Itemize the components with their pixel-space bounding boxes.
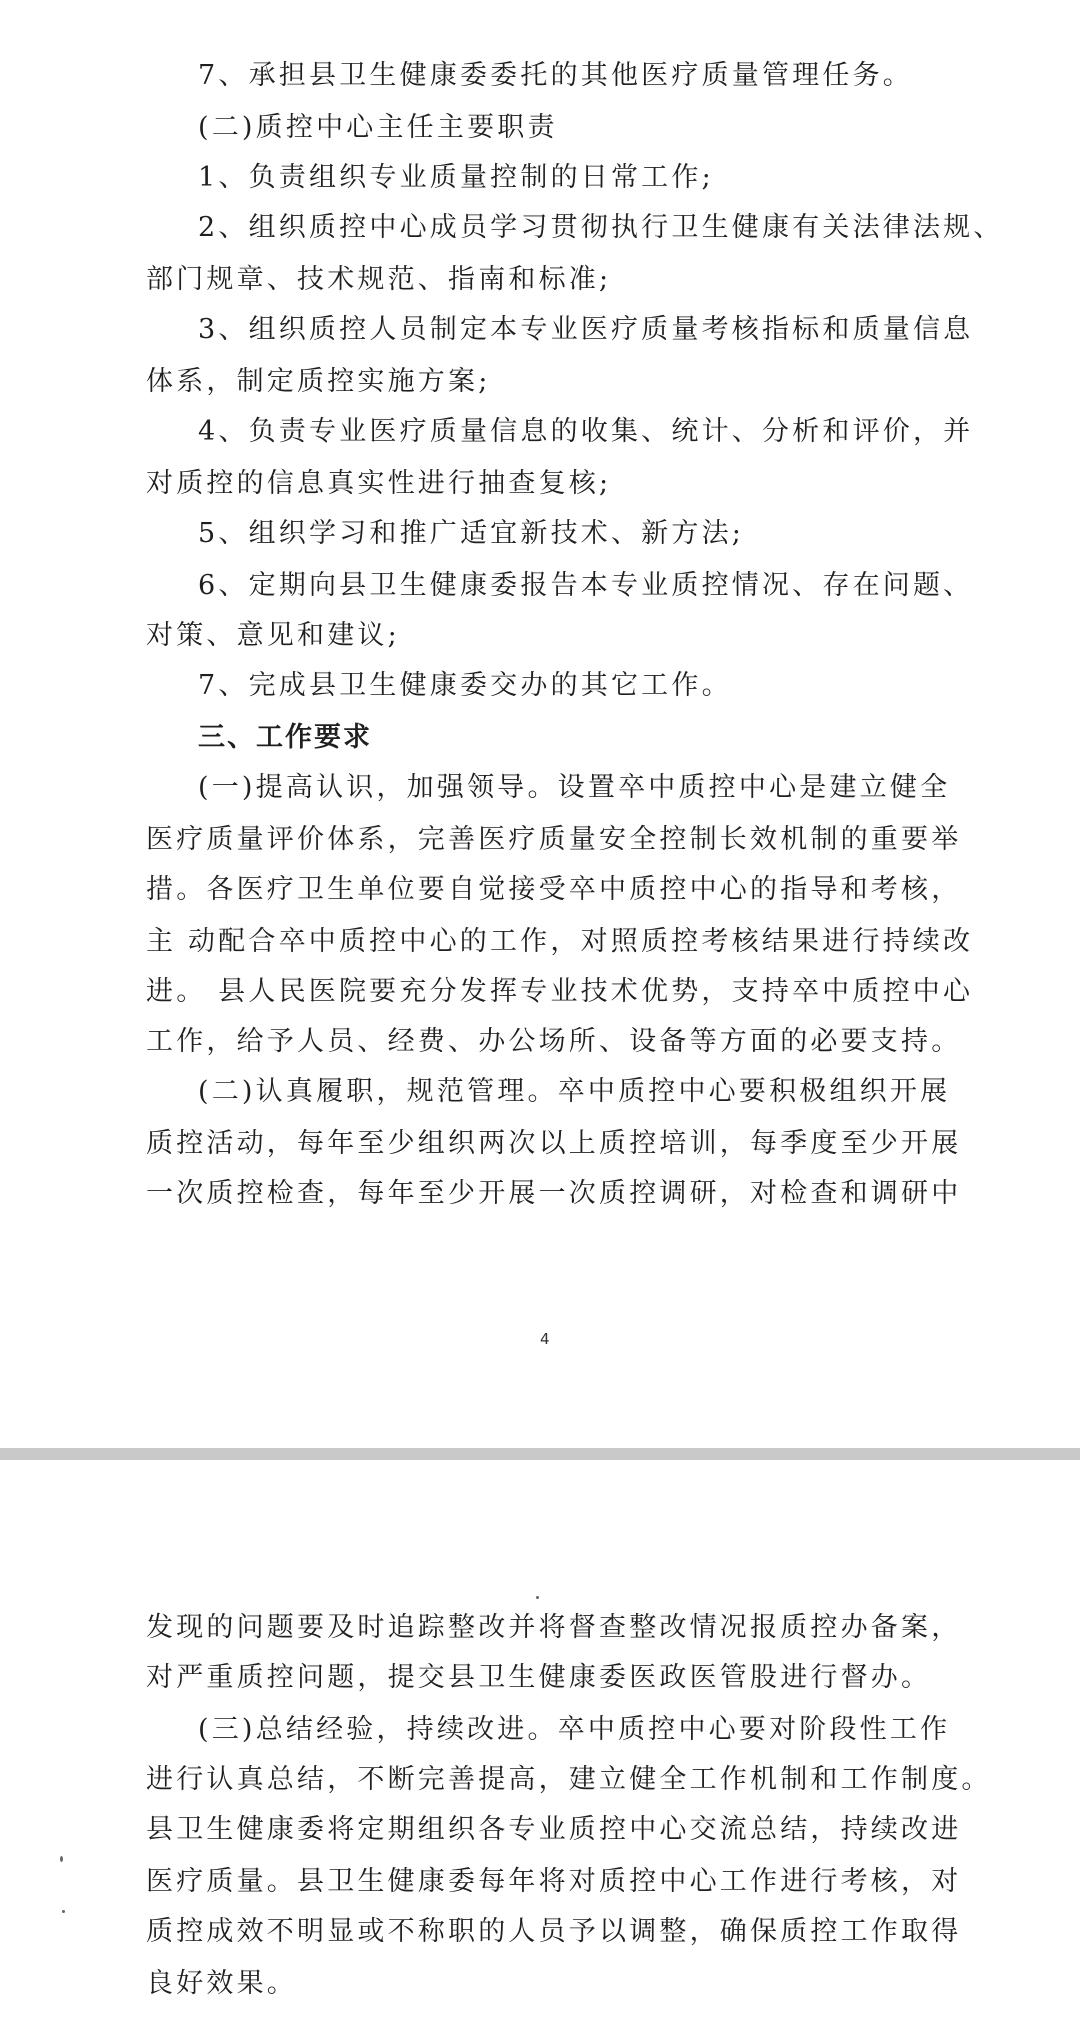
- text-line: 对策、意见和建议;: [146, 620, 400, 651]
- text-line: (二)认真履职，规范管理。卒中质控中心要积极组织开展: [198, 1076, 951, 1107]
- text-line: 体系，制定质控实施方案;: [146, 366, 491, 397]
- text-line: 1、负责组织专业质量控制的日常工作;: [198, 162, 714, 193]
- scan-speck: [62, 1910, 65, 1913]
- section-heading: 三、工作要求: [198, 722, 372, 753]
- text-line: 7、承担县卫生健康委委托的其他医疗质量管理任务。: [198, 60, 913, 91]
- text-line: 对质控的信息真实性进行抽查复核;: [146, 468, 612, 499]
- text-line: 质控活动，每年至少组织两次以上质控培训，每季度至少开展: [146, 1128, 962, 1159]
- text-line: 进。 县人民医院要充分发挥专业技术优势，支持卒中质控中心: [146, 976, 974, 1007]
- text-line: 4、负责专业医疗质量信息的收集、统计、分析和评价，并: [198, 416, 974, 447]
- text-line: (三)总结经验，持续改进。卒中质控中心要对阶段性工作: [198, 1714, 951, 1745]
- document-page-bottom: [0, 1460, 1080, 2026]
- text-line: 措。各医疗卫生单位要自觉接受卒中质控中心的指导和考核，: [146, 874, 962, 905]
- subsection-heading: (二)质控中心主任主要职责: [198, 112, 558, 143]
- text-line: 工作，给予人员、经费、办公场所、设备等方面的必要支持。: [146, 1026, 962, 1057]
- text-line: 质控成效不明显或不称职的人员予以调整，确保质控工作取得: [146, 1916, 962, 1947]
- scan-speck: [60, 1856, 63, 1862]
- scan-speck: [536, 1596, 539, 1599]
- text-line: 主 动配合卒中质控中心的工作，对照质控考核结果进行持续改: [146, 926, 974, 957]
- text-line: (一)提高认识，加强领导。设置卒中质控中心是建立健全: [198, 772, 951, 803]
- text-line: 3、组织质控人员制定本专业医疗质量考核指标和质量信息: [198, 314, 974, 345]
- text-line: 医疗质量。县卫生健康委每年将对质控中心工作进行考核，对: [146, 1866, 962, 1897]
- page-number: 4: [540, 1330, 550, 1348]
- text-line: 6、定期向县卫生健康委报告本专业质控情况、存在问题、: [198, 570, 974, 601]
- text-line: 7、完成县卫生健康委交办的其它工作。: [198, 670, 732, 701]
- text-line: 一次质控检查，每年至少开展一次质控调研，对检查和调研中: [146, 1178, 962, 1209]
- page-separator: [0, 1448, 1080, 1460]
- text-line: 良好效果。: [146, 1968, 297, 1999]
- text-line: 对严重质控问题，提交县卫生健康委医政医管股进行督办。: [146, 1662, 932, 1693]
- text-line: 发现的问题要及时追踪整改并将督查整改情况报质控办备案，: [146, 1612, 962, 1643]
- text-line: 2、组织质控中心成员学习贯彻执行卫生健康有关法律法规、: [198, 212, 1004, 243]
- text-line: 医疗质量评价体系，完善医疗质量安全控制长效机制的重要举: [146, 824, 962, 855]
- text-line: 县卫生健康委将定期组织各专业质控中心交流总结，持续改进: [146, 1814, 962, 1845]
- text-line: 部门规章、技术规范、指南和标准;: [146, 264, 612, 295]
- text-line: 5、组织学习和推广适宜新技术、新方法;: [198, 518, 745, 549]
- text-line: 进行认真总结，不断完善提高，建立健全工作机制和工作制度。: [146, 1764, 992, 1795]
